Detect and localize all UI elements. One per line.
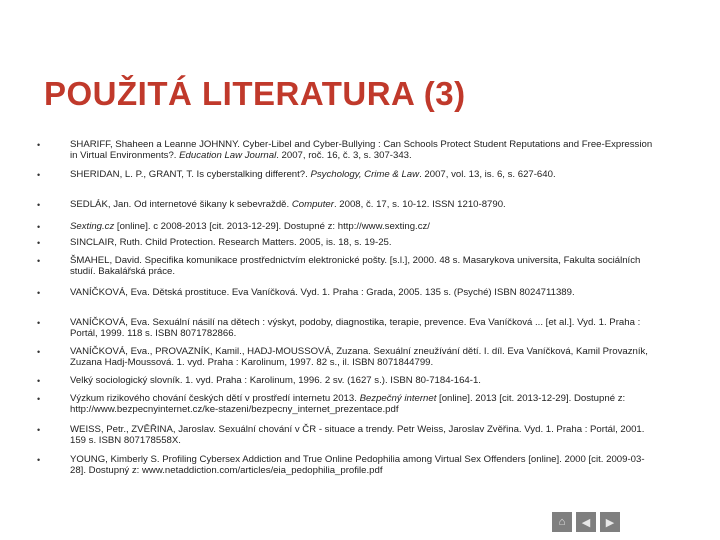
reference-text — [70, 222, 657, 233]
reference-text — [70, 170, 657, 181]
reference-italic-title: Computer — [291, 199, 334, 210]
reference-text — [70, 140, 657, 162]
reference-text — [70, 256, 657, 278]
reference-item — [37, 256, 657, 278]
bullet-icon: • — [37, 200, 41, 210]
reference-text-part: . 2007, roč. 16, č. 3, s. 307-343. — [276, 149, 412, 161]
bullet-icon: • — [37, 376, 41, 386]
reference-text — [70, 318, 657, 340]
reference-item — [37, 140, 657, 162]
bullet-icon: • — [37, 318, 41, 328]
slide-title: POUŽITÁ LITERATURA (3) — [44, 75, 466, 112]
reference-item — [37, 238, 657, 249]
reference-italic-title: Bezpečný internet — [359, 393, 437, 404]
bullet-icon: • — [37, 170, 41, 180]
reference-item — [37, 455, 657, 477]
reference-text-part: SHERIDAN, L. P., GRANT, T. Is cyberstalking different?. — [70, 169, 311, 180]
reference-item — [37, 425, 657, 447]
back-button[interactable] — [576, 512, 596, 532]
bullet-icon: • — [37, 140, 41, 150]
reference-italic-title: Education Law Journal — [179, 149, 277, 161]
reference-text-part: WEISS, Petr., ZVĚŘINA, Jaroslav. Sexuální chování v ČR - situace a trendy. Petr Weiss, Jaroslav Zvěřina. Vyd. 1. Praha : Portál, 2001. 159 s. ISBN 807178558X. — [70, 424, 645, 446]
reference-text-part: YOUNG, Kimberly S. Profiling Cybersex Addiction and True Online Pedophilia among Virtual Sex Offenders [online]. 2000 [cit. 2009-03-28]. Dostupný z: www.netaddiction.com/articles/eia_pedophilia_profile.pdf — [70, 454, 645, 476]
home-button[interactable] — [552, 512, 572, 532]
reference-text-part: SINCLAIR, Ruth. Child Protection. Research Matters. 2005, is. 18, s. 19-25. — [70, 237, 392, 248]
back-icon: ◀ — [581, 516, 591, 529]
bullet-icon: • — [37, 288, 41, 298]
reference-text-part: SHARIFF, Shaheen a Leanne JOHNNY. Cyber-Libel and Cyber-Bullying : Can Schools Protect Student Reputations and Free-Expression in Virtual Environments?. — [70, 139, 653, 161]
reference-text — [70, 347, 657, 369]
reference-text — [70, 288, 657, 299]
reference-text-part: VANÍČKOVÁ, Eva. Sexuální násilí na dětech : výskyt, podoby, diagnostika, terapie, prevence. Eva Vaníčková ... [et al.]. Vyd. 1. Praha : Portál, 1999. 118 s. ISBN 8071782866. — [70, 317, 641, 339]
reference-text-part: VANÍČKOVÁ, Eva., PROVAZNÍK, Kamil., HADJ-MOUSSOVÁ, Zuzana. Sexuální zneužívání dětí. I. díl. Eva Vaníčková, Kamil Provazník, Zuzana Hadj-Moussová. 1. vyd. Praha : Karolinum, 1997. 82 s., il. ISBN 8071844799. — [70, 346, 648, 368]
reference-text-part: SEDLÁK, Jan. Od internetové šikany k sebevraždě. — [70, 199, 292, 210]
reference-text — [70, 376, 657, 387]
bullet-icon: • — [37, 455, 41, 465]
reference-item — [37, 376, 657, 387]
reference-text — [70, 425, 657, 447]
bullet-icon: • — [37, 256, 41, 266]
forward-icon: ▶ — [605, 516, 615, 529]
bullet-icon: • — [37, 394, 41, 404]
reference-text-part: [online]. c 2008-2013 [cit. 2013-12-29]. Dostupné z: http://www.sexting.cz/ — [114, 221, 430, 232]
reference-text — [70, 455, 657, 477]
reference-item — [37, 200, 657, 211]
reference-text-part: Velký sociologický slovník. 1. vyd. Praha : Karolinum, 1996. 2 sv. (1627 s.). ISBN 80-7184-164-1. — [70, 375, 481, 386]
reference-item — [37, 394, 657, 416]
home-icon: ⌂ — [558, 516, 566, 528]
reference-text-part: ŠMAHEL, David. Specifika komunikace prostřednictvím elektronické pošty. [s.l.], 2000. 48 s. Masarykova universita, Fakulta sociálních studií. Bakalářská práce. — [70, 255, 641, 277]
bullet-icon: • — [37, 425, 41, 435]
reference-item — [37, 288, 657, 299]
reference-text-part: Výzkum rizikového chování českých dětí v prostředí internetu 2013. — [70, 393, 360, 404]
reference-text-part: . 2008, č. 17, s. 10-12. ISSN 1210-8790. — [333, 199, 506, 210]
forward-button[interactable] — [600, 512, 620, 532]
reference-item — [37, 318, 657, 340]
reference-text — [70, 238, 657, 249]
reference-text — [70, 200, 657, 211]
reference-italic-title: Psychology, Crime & Law — [310, 169, 420, 180]
reference-text-part: [online]. 2013 [cit. 2013-12-29]. Dostupné z: http://www.bezpecnyinternet.cz/ke-stazeni/bezpecny_internet_prezentace.pdf — [70, 393, 626, 415]
reference-text-part: VANÍČKOVÁ, Eva. Dětská prostituce. Eva Vaníčková. Vyd. 1. Praha : Grada, 2005. 135 s. (Psyché) ISBN 8024711389. — [70, 287, 575, 298]
reference-text — [70, 394, 657, 416]
reference-item — [37, 170, 657, 181]
reference-item — [37, 222, 657, 233]
bullet-icon: • — [37, 222, 41, 232]
reference-text-part: . 2007, vol. 13, is. 6, s. 627-640. — [419, 169, 556, 180]
bullet-icon: • — [37, 347, 41, 357]
bullet-icon: • — [37, 238, 41, 248]
slide-navigation — [552, 512, 620, 532]
reference-item — [37, 347, 657, 369]
reference-italic-title: Sexting.cz — [70, 221, 115, 232]
